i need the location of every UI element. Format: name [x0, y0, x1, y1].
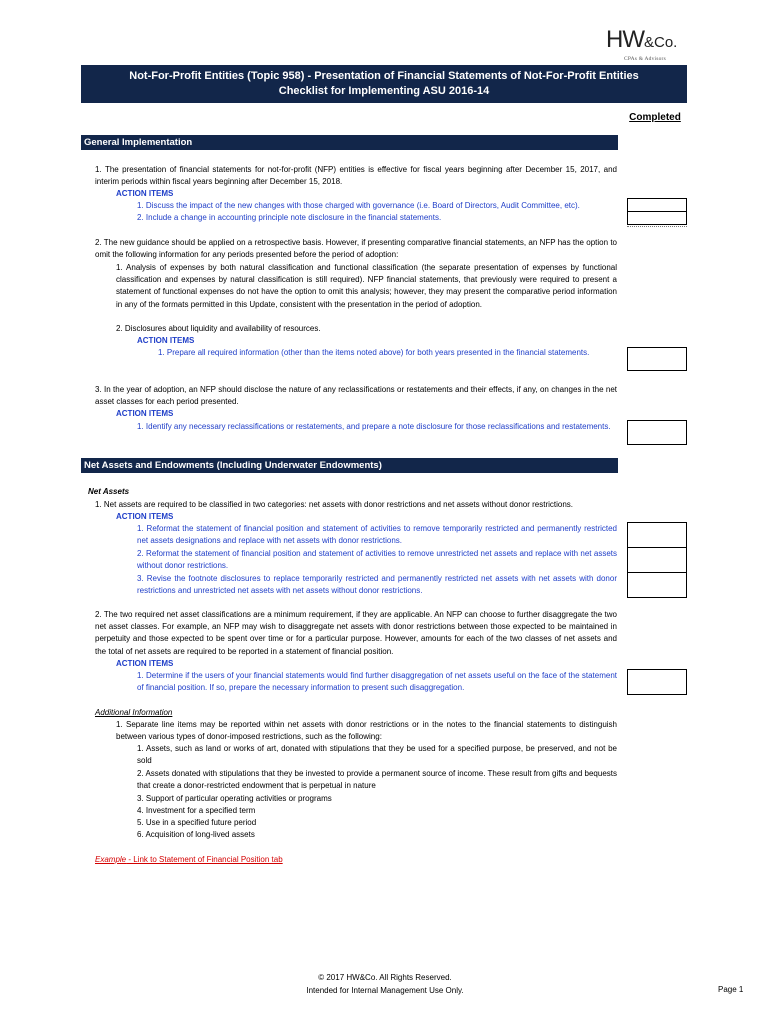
action-item: 3. Revise the footnote disclosures to replace temporarily restricted and permanently restricted net assets with net assets with donor restrictions and unrestricted net assets with net assets without donor restrictions. — [137, 574, 617, 596]
completed-checkbox[interactable] — [627, 572, 687, 598]
section-header-net-assets: Net Assets and Endowments (Including Underwater Endowments) — [81, 458, 618, 473]
action-items-label: ACTION ITEMS — [116, 512, 174, 521]
general-item-2-sub-2: 2. Disclosures about liquidity and availability of resources. — [116, 324, 321, 333]
general-item-3: 3. In the year of adoption, an NFP should disclose the nature of any reclassifications or restatements and their effects, if any, on changes in the net asset classes for each period presented. — [95, 385, 617, 407]
completed-checkbox[interactable] — [627, 669, 687, 695]
general-item-2-sub-1: 1. Analysis of expenses by both natural classification and functional classification (the separate presentation of expenses by functional classification and expenses by natural classification is still required). NFP financial statements, that previously were required to present a statement of functional expenses do not have the option to omit this analysis; however, they may present the comparative period information in any of the formats permitted in this Update, consistent with the presentation in the period of adoption. — [116, 263, 617, 309]
example-link-text: - Link to Statement of Financial Position tab — [126, 855, 283, 864]
completed-column-header: Completed — [629, 112, 681, 123]
list-item: 3. Support of particular operating activities or programs — [137, 794, 332, 803]
action-item: 1. Discuss the impact of the new changes with those charged with governance (i.e. Board of Directors, Audit Committee, etc). — [137, 201, 580, 210]
subheading-net-assets: Net Assets — [88, 487, 130, 496]
list-item: 1. Assets, such as land or works of art, donated with stipulations that they be used for a specified purpose, be preserved, and not be sold — [137, 744, 617, 766]
list-item: 2. Assets donated with stipulations that they be invested to provide a permanent source of income. These result from gifts and bequests that create a donor-restricted endowment that is perpetual in nature — [137, 769, 617, 791]
action-item: 1. Reformat the statement of financial position and statement of activities to remove temporarily restricted and permanently restricted net assets designations and replace with net assets with donor restrictions. — [137, 524, 617, 546]
footer-disclaimer: Intended for Internal Management Use Only. — [306, 986, 464, 995]
footer-copyright: © 2017 HW&Co. All Rights Reserved. — [318, 973, 452, 982]
action-item: 1. Prepare all required information (other than the items noted above) for both years presented in the financial statements. — [158, 348, 590, 357]
general-item-2: 2. The new guidance should be applied on a retrospective basis. However, if presenting comparative financial statements, an NFP has the option to omit the following information for any periods presented before the period of adoption: — [95, 238, 617, 260]
net-assets-item-1: 1. Net assets are required to be classified in two categories: net assets with donor restrictions and net assets without donor restrictions. — [95, 500, 574, 509]
completed-checkbox[interactable] — [627, 522, 687, 548]
completed-checkbox[interactable] — [627, 211, 687, 225]
additional-item-1: 1. Separate line items may be reported within net assets with donor restrictions or in the notes to the financial statements to distinguish between various types of donor-imposed restrictions, such as the following: — [116, 720, 617, 742]
general-item-1: 1. The presentation of financial statements for not-for-profit (NFP) entities is effective for fiscal years beginning after December 15, 2017, and interim periods within fiscal years beginning after December 15, 2018. — [95, 165, 617, 187]
list-item: 5. Use in a specified future period — [137, 818, 257, 827]
completed-checkbox[interactable] — [627, 198, 687, 212]
action-items-label: ACTION ITEMS — [116, 189, 174, 198]
action-items-label: ACTION ITEMS — [137, 336, 195, 345]
company-logo — [606, 28, 690, 62]
page-number: Page 1 — [718, 985, 744, 994]
action-items-label: ACTION ITEMS — [116, 659, 174, 668]
logo-mark: HW&Co. — [606, 26, 678, 53]
dotted-separator — [627, 226, 687, 227]
logo-tagline: CPAs & Advisors — [624, 56, 666, 62]
title-line-1: Not-For-Profit Entities (Topic 958) - Presentation of Financial Statements of Not-For-Profit Entities — [129, 70, 639, 82]
example-label: Example — [95, 855, 127, 864]
completed-checkbox[interactable] — [627, 420, 687, 445]
action-item: 2. Include a change in accounting principle note disclosure in the financial statements. — [137, 213, 442, 222]
document-title — [81, 65, 687, 103]
list-item: 6. Acquisition of long-lived assets — [137, 830, 255, 839]
net-assets-item-2: 2. The two required net asset classifications are a minimum requirement, if they are applicable. An NFP can choose to further disaggregate the two net asset classes. For example, an NFP may wish to disaggregate net assets with donor restrictions between those expected to be maintained in perpetuity and those expected to be spent over time or for a particular purpose. However, amounts for each of the two classes of net assets and the total of net assets are required to be reported in a statement of financial position. — [95, 610, 617, 656]
action-items-label: ACTION ITEMS — [116, 409, 174, 418]
example-link[interactable] — [95, 854, 283, 866]
list-item: 4. Investment for a specified term — [137, 806, 256, 815]
completed-checkbox[interactable] — [627, 547, 687, 573]
section-header-general: General Implementation — [81, 135, 618, 150]
title-line-2: Checklist for Implementing ASU 2016-14 — [278, 85, 490, 97]
action-item: 1. Determine if the users of your financial statements would find further disaggregation of net assets useful on the face of the statement of financial position. If so, prepare the necessary information to present such disaggregation. — [137, 671, 617, 693]
action-item: 2. Reformat the statement of financial position and statement of activities to remove unrestricted net assets and replace with net assets without donor restrictions. — [137, 549, 617, 571]
additional-information-heading: Additional Information — [95, 708, 173, 717]
action-item: 1. Identify any necessary reclassifications or restatements, and prepare a note disclosure for those reclassifications and restatements. — [137, 422, 611, 431]
completed-checkbox[interactable] — [627, 347, 687, 371]
